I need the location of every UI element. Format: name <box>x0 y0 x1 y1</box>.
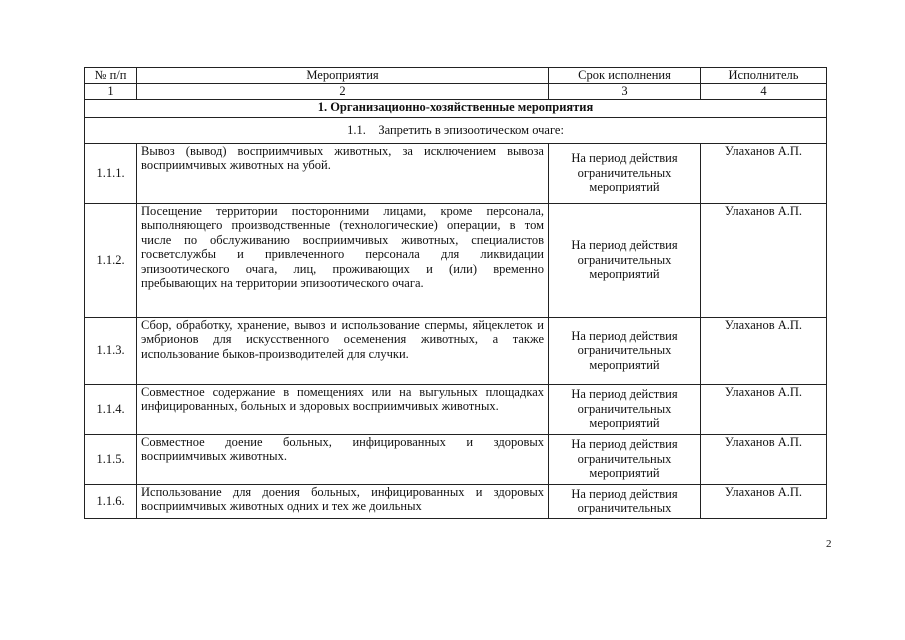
header-row <box>85 68 827 84</box>
header-measures: Мероприятия <box>137 68 549 84</box>
table-row <box>85 203 827 317</box>
row-term: На период действия ограничительных мероприятий <box>549 434 701 484</box>
row-measure: Использование для доения больных, инфицированных и здоровых восприимчивых животных одних и тех же доильных <box>137 484 549 518</box>
subsection-row <box>85 117 827 143</box>
row-term: На период действия ограничительных мероприятий <box>549 203 701 317</box>
section-title: 1. Организационно-хозяйственные мероприятия <box>85 99 827 117</box>
header-executor: Исполнитель <box>701 68 827 84</box>
row-number: 1.1.3. <box>85 317 137 384</box>
row-executor: Улаханов А.П. <box>701 384 827 434</box>
row-term: На период действия ограничительных <box>549 484 701 518</box>
row-measure: Совместное доение больных, инфицированных и здоровых восприимчивых животных. <box>137 434 549 484</box>
row-number: 1.1.4. <box>85 384 137 434</box>
header-number: № п/п <box>85 68 137 84</box>
row-number: 1.1.6. <box>85 484 137 518</box>
table-row <box>85 384 827 434</box>
row-number: 1.1.1. <box>85 143 137 203</box>
table-row <box>85 143 827 203</box>
row-executor: Улаханов А.П. <box>701 484 827 518</box>
row-measure: Сбор, обработку, хранение, вывоз и использование спермы, яйцеклеток и эмбрионов для искусственного осеменения животных, а также использование быков-производителей для случки. <box>137 317 549 384</box>
row-number: 1.1.2. <box>85 203 137 317</box>
column-number: 3 <box>549 84 701 100</box>
row-measure: Посещение территории посторонними лицами, кроме персонала, выполняющего производственные (технологические) операции, в том числе по обслуживанию восприимчивых животных, специалистов госветслужбы и привлеченного персонала для ликвидации эпизоотического очага, лиц, проживающих и (или) временно пребывающих на территории эпизоотического очага. <box>137 203 549 317</box>
row-measure: Совместное содержание в помещениях или на выгульных площадках инфицированных, больных и здоровых восприимчивых животных. <box>137 384 549 434</box>
page-number: 2 <box>826 538 832 550</box>
row-executor: Улаханов А.П. <box>701 317 827 384</box>
section-row <box>85 99 827 117</box>
row-executor: Улаханов А.П. <box>701 434 827 484</box>
header-term: Срок исполнения <box>549 68 701 84</box>
row-term: На период действия ограничительных мероприятий <box>549 384 701 434</box>
table-row <box>85 434 827 484</box>
table-row <box>85 484 827 518</box>
measures-table <box>84 67 827 519</box>
column-numbers-row <box>85 84 827 100</box>
row-number: 1.1.5. <box>85 434 137 484</box>
row-term: На период действия ограничительных мероприятий <box>549 317 701 384</box>
row-executor: Улаханов А.П. <box>701 143 827 203</box>
column-number: 1 <box>85 84 137 100</box>
subsection-title: 1.1. Запретить в эпизоотическом очаге: <box>85 117 827 143</box>
row-term: На период действия ограничительных мероприятий <box>549 143 701 203</box>
table-row <box>85 317 827 384</box>
row-measure: Вывоз (вывод) восприимчивых животных, за исключением вывоза восприимчивых животных на убой. <box>137 143 549 203</box>
column-number: 4 <box>701 84 827 100</box>
column-number: 2 <box>137 84 549 100</box>
row-executor: Улаханов А.П. <box>701 203 827 317</box>
